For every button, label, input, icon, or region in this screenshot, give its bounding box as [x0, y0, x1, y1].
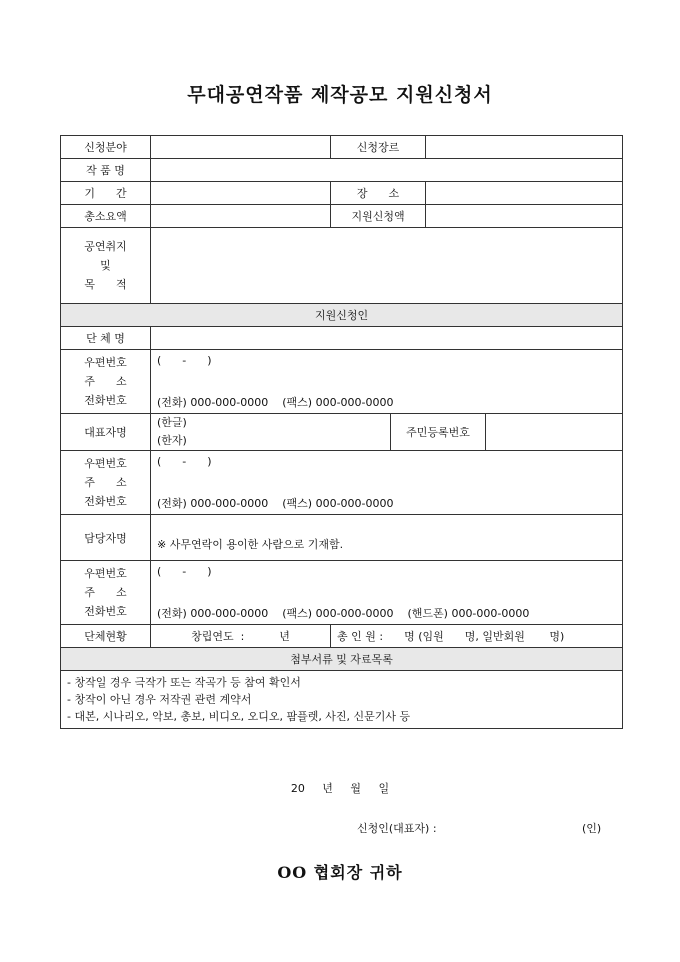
field-input[interactable] — [151, 136, 331, 159]
resident-no-label: 주민등록번호 — [391, 414, 486, 451]
contact-person-input[interactable] — [151, 515, 623, 561]
date-line: 20 년 월 일 — [290, 782, 390, 795]
work-name-label: 작 품 명 — [61, 159, 151, 182]
purpose-label: 공연취지 및 목 적 — [61, 228, 151, 304]
row-attachments-section — [61, 648, 623, 671]
org-contact-labels: 우편번호 주 소 전화번호 — [61, 350, 151, 414]
period-label: 기 간 — [61, 182, 151, 205]
row-applicant-section — [61, 304, 623, 327]
genre-input[interactable] — [426, 136, 623, 159]
row-rep-contact — [61, 451, 623, 515]
row-work-name — [61, 159, 623, 182]
row-attachments-list — [61, 671, 623, 729]
attachment-item: - 대본, 시나리오, 악보, 총보, 비디오, 오디오, 팜플렛, 사진, 신문기사 등 — [67, 710, 411, 723]
contact-note: ※ 사무연락이 용이한 사람으로 기재함. — [157, 537, 344, 551]
row-contact-details — [61, 561, 623, 625]
org-name-input[interactable] — [151, 327, 623, 350]
addressee: OO 협회장 귀하 — [277, 863, 403, 882]
attachments-list — [61, 671, 623, 729]
purpose-input[interactable] — [151, 228, 623, 304]
support-amount-input[interactable] — [426, 205, 623, 228]
row-org-contact — [61, 350, 623, 414]
row-purpose — [61, 228, 623, 304]
signature-label: 신청인(대표자) : — [357, 822, 437, 835]
venue-input[interactable] — [426, 182, 623, 205]
founded-year[interactable]: 창립연도 : 년 — [151, 625, 331, 648]
contact-person-label: 담당자명 — [61, 515, 151, 561]
representative-label: 대표자명 — [61, 414, 151, 451]
attachments-section-header: 첨부서류 및 자료목록 — [61, 648, 623, 671]
genre-label: 신청장르 — [331, 136, 426, 159]
form-title: 무대공연작품 제작공모 지원신청서 — [187, 84, 493, 106]
representative-input[interactable]: (한글) (한자) — [151, 414, 391, 451]
row-org-name — [61, 327, 623, 350]
total-budget-label: 총소요액 — [61, 205, 151, 228]
contact-details-input[interactable]: ( - ) (전화) 000-000-0000 (팩스) 000-000-0000 (핸드폰) 000-000-0000 — [151, 561, 623, 625]
row-contact-person — [61, 515, 623, 561]
row-period-venue — [61, 182, 623, 205]
org-status-label: 단체현황 — [61, 625, 151, 648]
field-label: 신청분야 — [61, 136, 151, 159]
row-budget — [61, 205, 623, 228]
venue-label: 장 소 — [331, 182, 426, 205]
attachment-item: - 창작일 경우 극작가 또는 작곡가 등 참여 확인서 — [67, 676, 301, 689]
org-contact-input[interactable]: ( - ) (전화) 000-000-0000 (팩스) 000-000-0000 — [151, 350, 623, 414]
rep-contact-labels: 우편번호 주 소 전화번호 — [61, 451, 151, 515]
application-form-table — [60, 135, 623, 729]
org-name-label: 단 체 명 — [61, 327, 151, 350]
row-field-genre — [61, 136, 623, 159]
seal-mark: (인) — [582, 822, 602, 835]
applicant-section-header: 지원신청인 — [61, 304, 623, 327]
attachment-item: - 창작이 아닌 경우 저작권 관련 계약서 — [67, 693, 252, 706]
row-representative — [61, 414, 623, 451]
work-name-input[interactable] — [151, 159, 623, 182]
row-org-status — [61, 625, 623, 648]
period-input[interactable] — [151, 182, 331, 205]
support-amount-label: 지원신청액 — [331, 205, 426, 228]
total-budget-input[interactable] — [151, 205, 331, 228]
resident-no-input[interactable] — [486, 414, 623, 451]
member-count[interactable]: 총 인 원 : 명 (임원 명, 일반회원 명) — [331, 625, 623, 648]
contact-details-labels: 우편번호 주 소 전화번호 — [61, 561, 151, 625]
rep-contact-input[interactable]: ( - ) (전화) 000-000-0000 (팩스) 000-000-0000 — [151, 451, 623, 515]
